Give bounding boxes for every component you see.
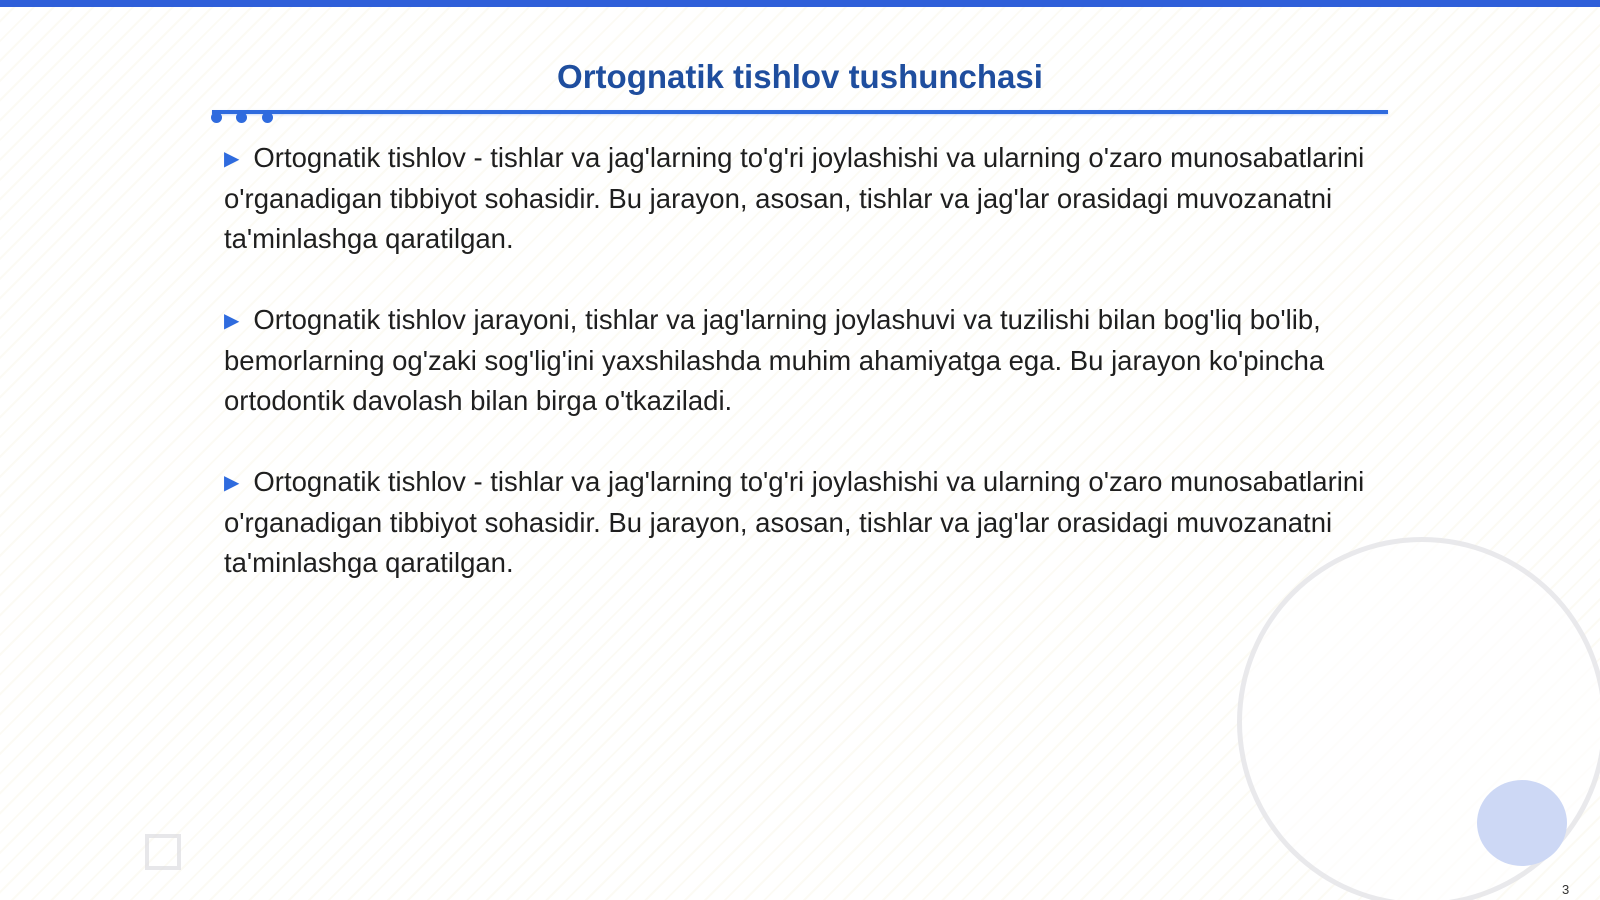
- top-accent-bar: [0, 0, 1600, 7]
- underline-dot: [262, 112, 273, 123]
- play-triangle-icon: ▶: [224, 148, 240, 170]
- bullet-paragraph-1: [224, 138, 1384, 259]
- page-number: 3: [1562, 882, 1570, 897]
- title-underline: [212, 110, 1388, 114]
- slide-title: Ortognatik tishlov tushunchasi: [557, 58, 1043, 95]
- bullet-paragraph-3: [224, 462, 1384, 583]
- underline-dot: [211, 112, 222, 123]
- underline-dot: [236, 112, 247, 123]
- paragraph-text: Ortognatik tishlov - tishlar va jag'larning to'g'ri joylashishi va ularning o'zaro munosabatlarini o'rganadigan tibbiyot sohasidir. Bu jarayon, asosan, tishlar va jag'lar orasidagi muvozanatni ta'minlashga qaratilgan.: [224, 466, 1365, 578]
- bullet-list: [224, 138, 1384, 624]
- paragraph-text: Ortognatik tishlov - tishlar va jag'larning to'g'ri joylashishi va ularning o'zaro munosabatlarini o'rganadigan tibbiyot sohasidir. Bu jarayon, asosan, tishlar va jag'lar orasidagi muvozanatni ta'minlashga qaratilgan.: [224, 142, 1365, 254]
- bullet-paragraph-2: [224, 300, 1384, 421]
- decorative-blue-circle: [1477, 780, 1567, 866]
- paragraph-text: Ortognatik tishlov jarayoni, tishlar va jag'larning joylashuvi va tuzilishi bilan bog'liq bo'lib, bemorlarning og'zaki sog'lig'ini yaxshilashda muhim ahamiyatga ega. Bu jarayon ko'pincha ortodontik davolash bilan birga o'tkaziladi.: [224, 304, 1325, 416]
- play-triangle-icon: ▶: [224, 310, 240, 332]
- decorative-square-outline: [145, 834, 181, 870]
- play-triangle-icon: ▶: [224, 472, 240, 494]
